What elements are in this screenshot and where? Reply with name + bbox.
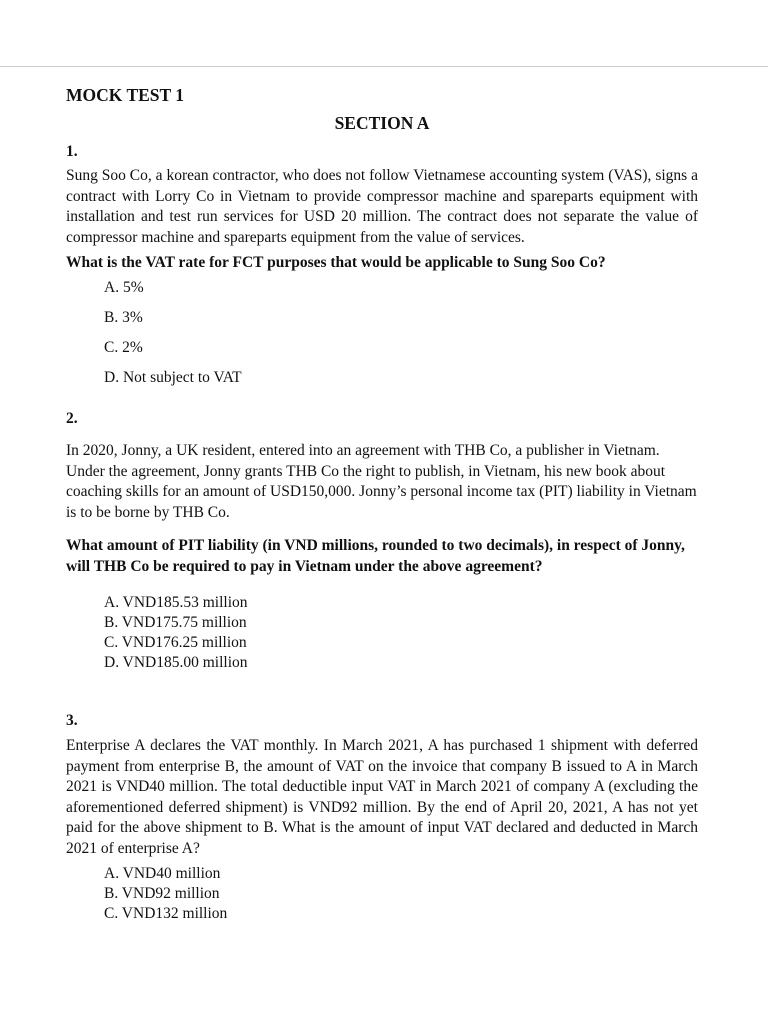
question-prompt: What amount of PIT liability (in VND millions, rounded to two decimals), in respect of Jonny, will THB Co be required to pay in Vietnam under the above agreement?	[66, 537, 685, 575]
question-2	[66, 409, 698, 673]
page-top-divider	[0, 66, 768, 67]
question-number: 2.	[66, 410, 78, 427]
section-title: SECTION A	[334, 113, 430, 133]
answer-options	[66, 593, 698, 673]
question-body: Sung Soo Co, a korean contractor, who does not follow Vietnamese accounting system (VAS), signs a contract with Lorry Co in Vietnam to provide compressor machine and spareparts equipment with installation and test run services for USD 20 million. The contract does not separate the value of compressor machine and spareparts equipment from the value of services.	[66, 167, 698, 246]
question-body: In 2020, Jonny, a UK resident, entered into an agreement with THB Co, a publisher in Vietnam. Under the agreement, Jonny grants THB Co the right to publish, in Vietnam, his new book about coaching skills for an amount of USD150,000. Jonny’s personal income tax (PIT) liability in Vietnam is to be borne by THB Co.	[66, 442, 697, 521]
answer-option-b: B. VND175.75 million	[104, 614, 247, 631]
answer-option-a: A. VND185.53 million	[104, 594, 248, 611]
question-number: 1.	[66, 143, 78, 160]
question-body: Enterprise A declares the VAT monthly. In March 2021, A has purchased 1 shipment with deferred payment from enterprise B, the amount of VAT on the invoice that company B issued to A in March 2021 is VND40 million. The total deductible input VAT in March 2021 of company A (excluding the aforementioned deferred shipment) is VND92 million. By the end of April 20, 2021, A has not yet paid for the above shipment to B. What is the amount of input VAT declared and deducted in March 2021 of enterprise A?	[66, 737, 698, 857]
answer-option-d: D. Not subject to VAT	[104, 369, 242, 386]
answer-option-d: D. VND185.00 million	[104, 654, 248, 671]
answer-options	[66, 864, 698, 924]
answer-option-a: A. 5%	[104, 279, 144, 296]
document-title: MOCK TEST 1	[66, 85, 184, 105]
answer-option-c: C. VND132 million	[104, 905, 228, 922]
answer-option-c: C. 2%	[104, 339, 143, 356]
question-prompt: What is the VAT rate for FCT purposes that would be applicable to Sung Soo Co?	[66, 254, 606, 271]
answer-options	[66, 278, 698, 388]
answer-option-b: B. VND92 million	[104, 885, 220, 902]
question-number: 3.	[66, 712, 78, 729]
document-page	[66, 84, 698, 924]
question-3	[66, 711, 698, 924]
answer-option-c: C. VND176.25 million	[104, 634, 247, 651]
answer-option-b: B. 3%	[104, 309, 143, 326]
answer-option-a: A. VND40 million	[104, 865, 221, 882]
question-1	[66, 142, 698, 388]
